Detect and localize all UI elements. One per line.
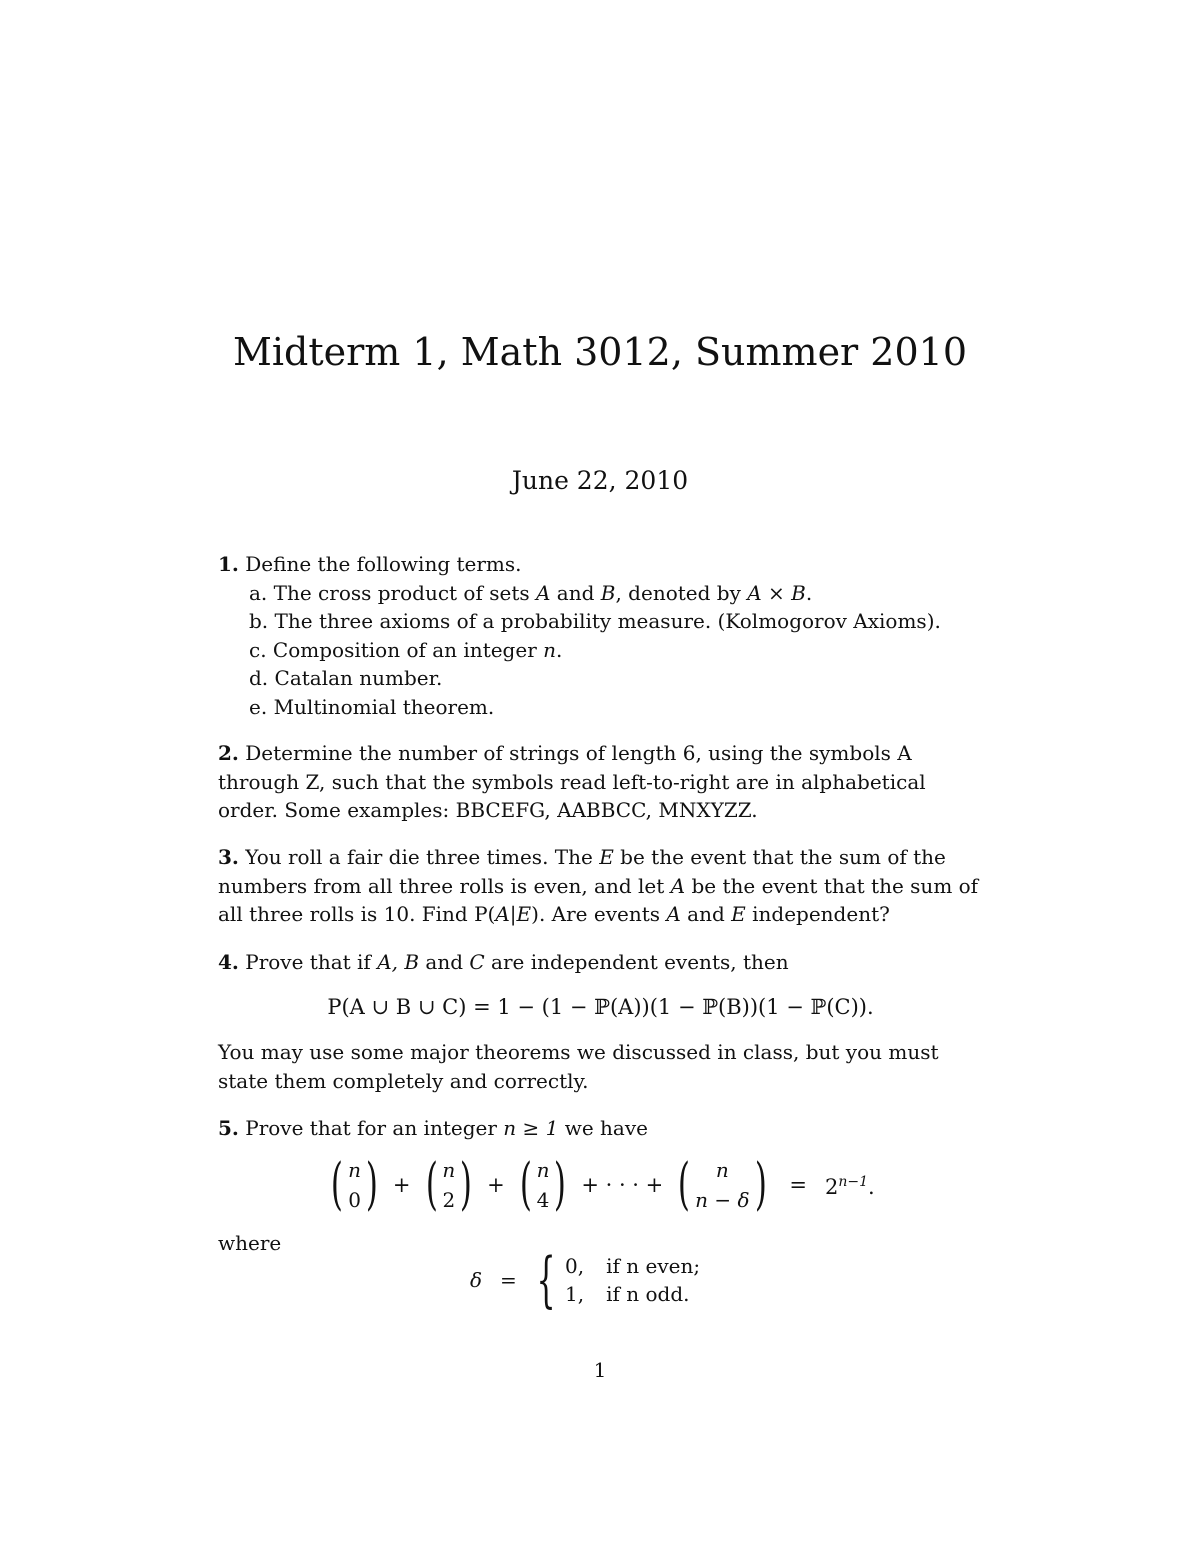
question-text: independent? — [745, 902, 890, 926]
equals-sign: = — [789, 1172, 807, 1197]
list-item — [218, 664, 983, 693]
list-item — [218, 607, 983, 636]
math-var: E — [599, 845, 614, 869]
question-number: 5. — [218, 1116, 239, 1140]
math-var: C — [469, 950, 485, 974]
item-label: c. — [249, 637, 267, 662]
item-text: . — [556, 637, 563, 662]
item-text: Composition of an integer — [272, 637, 544, 662]
list-item — [218, 636, 983, 665]
equals-sign: = — [500, 1267, 517, 1292]
question-text: be the event that the sum of all three rolls is 10. Find P( — [218, 873, 979, 926]
display-equation: P(A ∪ B ∪ C) = 1 − (1 − ℙ(A))(1 − ℙ(B))(1 − ℙ(C)). — [327, 995, 874, 1019]
question-number: 3. — [218, 845, 239, 869]
binom-bottom: 0 — [348, 1188, 361, 1212]
math-var: A, B — [377, 950, 420, 974]
math-expr: n ≥ 1 — [503, 1116, 559, 1140]
item-text: . — [805, 580, 813, 605]
ellipsis-sum: + · · · + — [581, 1172, 664, 1197]
binom-top: n — [536, 1158, 550, 1182]
question-text: are independent events, then — [484, 950, 789, 974]
cases — [565, 1252, 700, 1308]
rhs-exponent: n−1 — [838, 1174, 869, 1191]
binom-bottom: n − δ — [695, 1188, 750, 1212]
question-5 — [218, 1114, 983, 1143]
binom-bottom: 2 — [442, 1188, 456, 1212]
item-text: and — [550, 580, 601, 605]
question-2 — [218, 739, 983, 825]
item-text: The cross product of sets — [273, 580, 536, 605]
question-text: You may use some major theorems we discussed in class, but you must state them completely and correctly. — [218, 1040, 939, 1093]
question-text: You roll a fair die three times. The — [245, 845, 600, 869]
case-value: 1, — [565, 1282, 585, 1306]
math-expr: A × B — [747, 580, 806, 605]
binom-top: n — [715, 1158, 729, 1182]
question-3 — [218, 843, 983, 929]
question-text: ). Are events — [531, 902, 667, 926]
plus-sign: + — [487, 1172, 505, 1197]
list-item — [218, 693, 983, 722]
page-number: 1 — [593, 1358, 607, 1382]
question-number: 4. — [218, 950, 239, 974]
item-label: d. — [249, 666, 269, 690]
item-text: Catalan number. — [274, 666, 443, 690]
rhs — [825, 1168, 875, 1202]
item-label: a. — [249, 580, 268, 605]
math-var: A — [666, 902, 681, 926]
question-text: be the event that the sum of the numbers from all three rolls is even, and let — [218, 845, 946, 898]
display-equation — [218, 1150, 983, 1220]
math-var: δ — [470, 1267, 483, 1292]
question-text: and — [419, 950, 470, 974]
math-expr: A|E — [495, 902, 532, 926]
question-number: 1. — [218, 552, 239, 576]
exam-date: June 22, 2010 — [511, 466, 689, 495]
math-var: A — [535, 580, 551, 605]
left-brace: { — [536, 1245, 556, 1315]
question-text: Prove that if — [245, 950, 378, 974]
question-1 — [218, 550, 983, 721]
question-text: and — [680, 902, 732, 926]
page-title: Midterm 1, Math 3012, Summer 2010 — [232, 330, 968, 374]
question-text: we have — [558, 1116, 648, 1140]
item-text: The three axioms of a probability measure. (Kolmogorov Axioms). — [274, 609, 941, 633]
item-label: e. — [249, 694, 268, 719]
item-text: Multinomial theorem. — [273, 694, 495, 719]
item-text: , denoted by — [615, 580, 748, 605]
binomial: ( n 2 ) — [425, 1152, 473, 1217]
plus-sign: + — [392, 1172, 411, 1197]
binom-top: n — [348, 1158, 362, 1182]
binom-bottom: 4 — [536, 1188, 550, 1212]
item-label: b. — [249, 609, 269, 633]
math-var: E — [731, 902, 746, 926]
rhs-end: . — [868, 1175, 875, 1200]
math-var: B — [600, 580, 616, 605]
question-text: Determine the number of strings of length 6, using the symbols A through Z, such that the symbols read left-to-right are in alphabetical order. Some examples: BBCEFG, AABBCC, MNXYZZ. — [218, 741, 926, 822]
binomial: ( n 4 ) — [519, 1152, 567, 1217]
question-text: Prove that for an integer — [245, 1116, 504, 1140]
delta-definition — [470, 1245, 770, 1315]
where-label: where — [218, 1231, 282, 1255]
question-text: Define the following terms. — [245, 552, 522, 576]
case-condition: if n odd. — [606, 1282, 690, 1306]
math-var: A — [670, 873, 686, 898]
math-var: n — [543, 637, 557, 662]
binomial: ( n 0 ) — [331, 1152, 378, 1217]
rhs-base: 2 — [824, 1175, 839, 1200]
case-condition: if n even; — [606, 1254, 701, 1278]
question-number: 2. — [218, 741, 239, 765]
binom-top: n — [442, 1158, 456, 1182]
case-value: 0, — [565, 1254, 585, 1278]
binomial: ( n n − δ ) — [678, 1152, 767, 1217]
question-4 — [218, 948, 983, 977]
list-item — [218, 579, 983, 608]
